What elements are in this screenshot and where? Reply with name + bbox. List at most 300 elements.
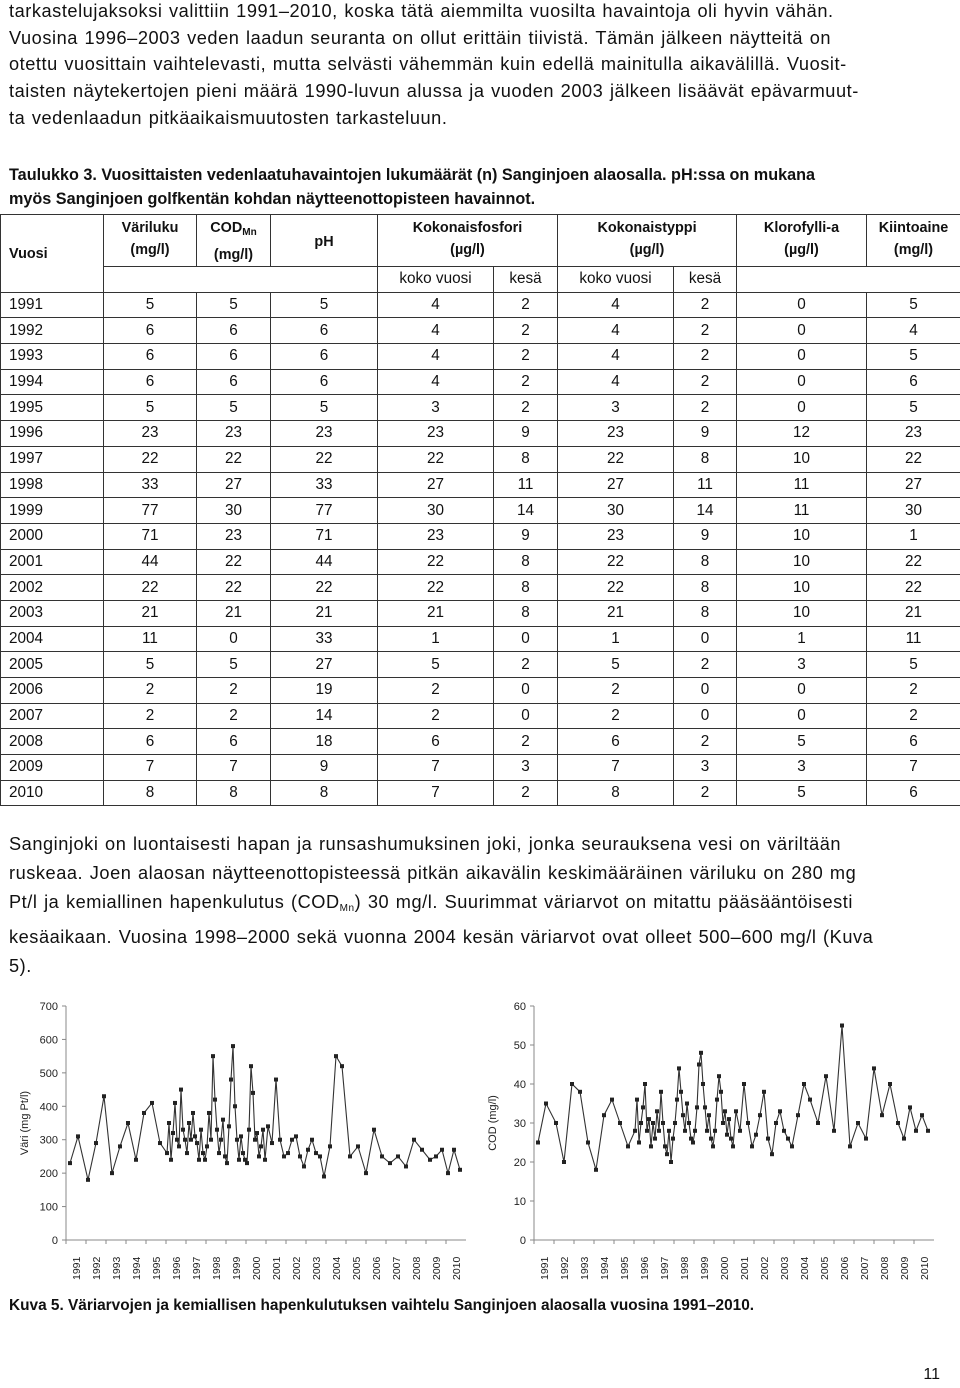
value-cell: 14 [271, 703, 378, 729]
value-cell: 1 [737, 626, 867, 652]
value-cell: 2 [674, 344, 737, 370]
data-point [434, 1154, 438, 1158]
data-point [86, 1178, 90, 1182]
data-point [699, 1051, 703, 1055]
x-tick-label: 1998 [211, 1256, 223, 1280]
x-tick-label: 1998 [679, 1256, 691, 1280]
data-point [134, 1158, 138, 1162]
data-point [586, 1141, 590, 1145]
data-point [824, 1074, 828, 1078]
data-point [657, 1129, 661, 1133]
data-point [237, 1158, 241, 1162]
data-point [679, 1090, 683, 1094]
data-point [693, 1129, 697, 1133]
data-point [211, 1054, 215, 1058]
value-cell: 2 [494, 344, 558, 370]
header-kokp-label: Kokonaisfosfori [412, 220, 523, 236]
value-cell: 6 [378, 729, 494, 755]
data-point [840, 1024, 844, 1028]
value-cell: 21 [104, 600, 197, 626]
value-cell: 9 [494, 523, 558, 549]
value-cell: 22 [867, 549, 960, 575]
value-cell: 5 [867, 292, 960, 318]
value-cell: 2 [197, 703, 271, 729]
data-point [193, 1134, 197, 1138]
x-tick-label: 1994 [599, 1256, 611, 1280]
value-cell: 4 [558, 318, 674, 344]
data-point [223, 1154, 227, 1158]
x-tick-label: 2008 [411, 1256, 423, 1280]
value-cell: 8 [674, 575, 737, 601]
value-cell: 5 [271, 292, 378, 318]
data-point [880, 1113, 884, 1117]
value-cell: 12 [737, 421, 867, 447]
data-point [278, 1138, 282, 1142]
data-point [665, 1152, 669, 1156]
data-point [328, 1144, 332, 1148]
value-cell: 9 [674, 421, 737, 447]
body-line: kesäaikaan. Vuosina 1998–2000 sekä vuonna 2004 kesän väriarvot ovat olleet 500–600 mg/l (Kuva [9, 927, 874, 947]
value-cell: 4 [378, 344, 494, 370]
value-cell: 23 [104, 421, 197, 447]
value-cell: 0 [674, 703, 737, 729]
value-cell: 6 [867, 369, 960, 395]
data-point [348, 1154, 352, 1158]
data-point [717, 1074, 721, 1078]
value-cell: 2 [494, 729, 558, 755]
value-cell: 8 [494, 600, 558, 626]
data-point [364, 1171, 368, 1175]
year-cell: 2007 [1, 703, 104, 729]
x-tick-label: 2000 [719, 1256, 731, 1280]
header-kokp-kesa: kesä [494, 267, 558, 293]
data-point [94, 1141, 98, 1145]
figure-caption: Kuva 5. Väriarvojen ja kemiallisen hapenkulutuksen vaihtelu Sanginjoen alaosalla vuosina 1991–2010. [9, 1297, 755, 1314]
data-point [68, 1161, 72, 1165]
header-kiintoaine-unit: (mg/l) [893, 242, 934, 258]
body-line: ruskeaa. Joen alaosan näytteenottopisteessä pitkän aikavälin keskimääräinen väriluku on 280 mg [9, 863, 857, 883]
value-cell: 7 [197, 755, 271, 781]
intro-line: otettu vuosittain vaihtelevasti, mutta selvästi vähemmän kuin edellä mainitulla aikavälillä. Vuosit- [9, 54, 847, 75]
data-point [645, 1129, 649, 1133]
data-point [213, 1098, 217, 1102]
y-tick-label: 100 [39, 1201, 58, 1214]
value-cell: 8 [494, 575, 558, 601]
table-row [1, 575, 960, 601]
y-tick-label: 50 [513, 1040, 526, 1052]
data-point [723, 1109, 727, 1113]
data-point [701, 1082, 705, 1086]
data-point [340, 1064, 344, 1068]
header-kokp-unit: (µg/l) [450, 242, 485, 258]
data-point [786, 1137, 790, 1141]
value-cell: 22 [378, 575, 494, 601]
data-point [318, 1154, 322, 1158]
data-point [770, 1152, 774, 1156]
value-cell: 3 [674, 755, 737, 781]
data-point [695, 1105, 699, 1109]
data-point [235, 1138, 239, 1142]
value-cell: 6 [867, 729, 960, 755]
data-point [259, 1144, 263, 1148]
table-row [1, 703, 960, 729]
x-tick-label: 2007 [859, 1256, 871, 1280]
data-point [266, 1124, 270, 1128]
value-cell: 8 [104, 780, 197, 806]
year-cell: 1995 [1, 395, 104, 421]
header-vuosi: Vuosi [1, 215, 104, 293]
table-caption-line2: myös Sanginjoen golfkentän kohdan näytteenottopisteen havainnot. [9, 190, 536, 208]
value-cell: 0 [737, 318, 867, 344]
header-kokn-kesa: kesä [674, 267, 737, 293]
data-point [404, 1164, 408, 1168]
value-cell: 27 [197, 472, 271, 498]
body-line-part: Pt/l ja kemiallinen hapenkulutus (COD [9, 892, 340, 912]
data-point [641, 1105, 645, 1109]
x-tick-label: 2009 [899, 1256, 911, 1280]
value-cell: 0 [197, 626, 271, 652]
x-tick-label: 2006 [371, 1256, 383, 1280]
header-klorofylli-label: Klorofylli-a [763, 220, 840, 236]
x-tick-label: 1997 [659, 1256, 671, 1280]
header-spacer [271, 267, 378, 293]
value-cell: 6 [104, 729, 197, 755]
value-cell: 22 [378, 549, 494, 575]
data-point [322, 1174, 326, 1178]
data-point [709, 1137, 713, 1141]
data-point [294, 1134, 298, 1138]
value-cell: 4 [378, 369, 494, 395]
header-klorofylli-unit: (µg/l) [784, 242, 819, 258]
value-cell: 21 [378, 600, 494, 626]
header-cod [197, 215, 271, 267]
data-point [697, 1063, 701, 1067]
value-cell: 22 [271, 575, 378, 601]
data-point [689, 1137, 693, 1141]
table-row [1, 626, 960, 652]
value-cell: 6 [271, 318, 378, 344]
x-tick-label: 1991 [539, 1256, 551, 1280]
data-point [227, 1124, 231, 1128]
value-cell: 5 [867, 344, 960, 370]
value-cell: 2 [674, 369, 737, 395]
table-row [1, 421, 960, 447]
data-point [848, 1144, 852, 1148]
data-point [578, 1090, 582, 1094]
value-cell: 1 [867, 523, 960, 549]
value-cell: 11 [737, 472, 867, 498]
y-tick-label: 0 [519, 1235, 526, 1247]
value-cell: 27 [558, 472, 674, 498]
data-point [651, 1121, 655, 1125]
value-cell: 21 [867, 600, 960, 626]
value-cell: 0 [737, 703, 867, 729]
x-tick-label: 2004 [331, 1256, 343, 1280]
value-cell: 27 [378, 472, 494, 498]
data-point [179, 1088, 183, 1092]
color-chart-svg [14, 996, 474, 1296]
value-cell: 23 [558, 523, 674, 549]
header-kokp-koko-vuosi: koko vuosi [378, 267, 494, 293]
data-point [205, 1144, 209, 1148]
value-cell: 19 [271, 678, 378, 704]
data-point [420, 1148, 424, 1152]
data-point [738, 1129, 742, 1133]
header-variluku [104, 215, 197, 267]
header-kiintoaine-label: Kiintoaine [878, 220, 949, 236]
data-point [440, 1148, 444, 1152]
data-point [626, 1144, 630, 1148]
value-cell: 7 [378, 780, 494, 806]
data-point [888, 1082, 892, 1086]
data-point [618, 1121, 622, 1125]
value-cell: 4 [867, 318, 960, 344]
data-point [274, 1078, 278, 1082]
data-point [635, 1098, 639, 1102]
data-point [562, 1160, 566, 1164]
value-cell: 23 [197, 523, 271, 549]
data-point [713, 1129, 717, 1133]
data-point [856, 1121, 860, 1125]
value-cell: 5 [737, 780, 867, 806]
x-tick-label: 2005 [819, 1256, 831, 1280]
value-cell: 23 [378, 421, 494, 447]
value-cell: 6 [104, 369, 197, 395]
value-cell: 8 [271, 780, 378, 806]
data-point [171, 1131, 175, 1135]
value-cell: 22 [378, 446, 494, 472]
value-cell: 0 [737, 292, 867, 318]
value-cell: 2 [494, 652, 558, 678]
value-cell: 14 [494, 498, 558, 524]
data-point [165, 1151, 169, 1155]
header-spacer [197, 267, 271, 293]
y-tick-label: 400 [39, 1101, 58, 1114]
data-point [158, 1141, 162, 1145]
data-point [673, 1121, 677, 1125]
value-cell: 30 [197, 498, 271, 524]
value-cell: 22 [104, 446, 197, 472]
header-kokn-koko-vuosi: koko vuosi [558, 267, 674, 293]
data-point [241, 1151, 245, 1155]
value-cell: 22 [558, 446, 674, 472]
data-point [181, 1128, 185, 1132]
data-point [778, 1109, 782, 1113]
x-tick-label: 1992 [559, 1256, 571, 1280]
year-cell: 2002 [1, 575, 104, 601]
value-cell: 9 [494, 421, 558, 447]
y-tick-label: 10 [513, 1196, 526, 1208]
data-point [209, 1138, 213, 1142]
data-point [118, 1144, 122, 1148]
data-point [249, 1064, 253, 1068]
value-cell: 22 [867, 575, 960, 601]
data-point [864, 1137, 868, 1141]
header-ph: pH [271, 215, 378, 267]
data-point [150, 1101, 154, 1105]
observation-count-table [0, 214, 960, 806]
value-cell: 22 [197, 446, 271, 472]
value-cell: 77 [104, 498, 197, 524]
year-cell: 1994 [1, 369, 104, 395]
value-cell: 8 [494, 549, 558, 575]
x-tick-label: 1999 [699, 1256, 711, 1280]
y-tick-label: 40 [513, 1079, 526, 1091]
header-cod-unit: (mg/l) [213, 247, 254, 263]
data-point [896, 1121, 900, 1125]
data-point [167, 1121, 171, 1125]
data-point [687, 1121, 691, 1125]
data-point [219, 1138, 223, 1142]
value-cell: 71 [104, 523, 197, 549]
value-cell: 2 [104, 678, 197, 704]
year-cell: 2010 [1, 780, 104, 806]
value-cell: 22 [197, 575, 271, 601]
data-point [681, 1113, 685, 1117]
data-point [671, 1137, 675, 1141]
data-point [199, 1128, 203, 1132]
year-cell: 1991 [1, 292, 104, 318]
value-cell: 2 [197, 678, 271, 704]
data-point [173, 1101, 177, 1105]
value-cell: 14 [674, 498, 737, 524]
value-cell: 1 [558, 626, 674, 652]
value-cell: 0 [737, 369, 867, 395]
year-cell: 1996 [1, 421, 104, 447]
data-point [270, 1141, 274, 1145]
data-point [705, 1129, 709, 1133]
data-point [675, 1098, 679, 1102]
value-cell: 2 [494, 369, 558, 395]
value-cell: 10 [737, 600, 867, 626]
data-point [290, 1138, 294, 1142]
value-cell: 8 [558, 780, 674, 806]
year-cell: 2000 [1, 523, 104, 549]
data-point [802, 1082, 806, 1086]
value-cell: 10 [737, 575, 867, 601]
table-caption [9, 163, 944, 211]
value-cell: 0 [494, 703, 558, 729]
value-cell: 33 [271, 472, 378, 498]
year-cell: 1999 [1, 498, 104, 524]
value-cell: 2 [674, 780, 737, 806]
data-point [691, 1141, 695, 1145]
year-cell: 2008 [1, 729, 104, 755]
value-cell: 2 [674, 318, 737, 344]
value-cell: 33 [104, 472, 197, 498]
value-cell: 4 [378, 292, 494, 318]
value-cell: 3 [558, 395, 674, 421]
data-point [197, 1158, 201, 1162]
data-point [225, 1161, 229, 1165]
value-cell: 5 [271, 395, 378, 421]
value-cell: 21 [558, 600, 674, 626]
data-point [76, 1134, 80, 1138]
y-tick-label: 500 [39, 1067, 58, 1080]
data-point [725, 1133, 729, 1137]
value-cell: 22 [271, 446, 378, 472]
value-cell: 7 [867, 755, 960, 781]
x-tick-label: 1997 [191, 1256, 203, 1280]
table-row [1, 369, 960, 395]
data-point [659, 1090, 663, 1094]
value-cell: 33 [271, 626, 378, 652]
data-point [207, 1111, 211, 1115]
value-cell: 5 [867, 652, 960, 678]
data-point [734, 1109, 738, 1113]
value-cell: 8 [494, 446, 558, 472]
x-tick-label: 2003 [311, 1256, 323, 1280]
table-row [1, 549, 960, 575]
year-cell: 1997 [1, 446, 104, 472]
data-point [245, 1161, 249, 1165]
data-point [647, 1117, 651, 1121]
value-cell: 11 [104, 626, 197, 652]
header-variluku-label: Väriluku [121, 220, 179, 236]
value-cell: 4 [558, 369, 674, 395]
year-cell: 1998 [1, 472, 104, 498]
body-line-part: ) 30 mg/l. Suurimmat väriarvot on mitattu pääsääntöisesti [354, 892, 853, 912]
x-tick-label: 1996 [639, 1256, 651, 1280]
value-cell: 71 [271, 523, 378, 549]
data-point [639, 1121, 643, 1125]
data-point [637, 1141, 641, 1145]
value-cell: 7 [378, 755, 494, 781]
data-point [663, 1144, 667, 1148]
y-tick-label: 60 [513, 1001, 526, 1013]
value-cell: 0 [737, 678, 867, 704]
page-number: 11 [923, 1366, 940, 1383]
data-point [314, 1151, 318, 1155]
value-cell: 6 [271, 369, 378, 395]
year-cell: 2001 [1, 549, 104, 575]
data-point [655, 1109, 659, 1113]
data-point [255, 1131, 259, 1135]
data-point [183, 1138, 187, 1142]
table-row [1, 395, 960, 421]
header-variluku-unit: (mg/l) [130, 242, 170, 258]
year-cell: 2006 [1, 678, 104, 704]
value-cell: 23 [197, 421, 271, 447]
data-point [215, 1128, 219, 1132]
value-cell: 5 [867, 395, 960, 421]
y-tick-label: 30 [513, 1118, 526, 1130]
table-caption-line1: Taulukko 3. Vuosittaisten vedenlaatuhavaintojen lukumäärät (n) Sanginjoen alaosalla. pH:ssa on mukana [9, 166, 815, 184]
value-cell: 2 [104, 703, 197, 729]
value-cell: 2 [378, 703, 494, 729]
data-point [707, 1113, 711, 1117]
data-point [782, 1129, 786, 1133]
data-point [195, 1141, 199, 1145]
data-point [191, 1111, 195, 1115]
data-point [233, 1104, 237, 1108]
data-point [217, 1151, 221, 1155]
data-point [356, 1144, 360, 1148]
value-cell: 0 [737, 344, 867, 370]
header-spacer [104, 267, 197, 293]
value-cell: 22 [197, 549, 271, 575]
y-tick-label: 300 [39, 1134, 58, 1147]
data-point [796, 1113, 800, 1117]
value-cell: 5 [737, 729, 867, 755]
value-cell: 0 [674, 678, 737, 704]
data-point [187, 1121, 191, 1125]
data-point [257, 1154, 261, 1158]
table-row [1, 652, 960, 678]
x-tick-label: 1993 [111, 1256, 123, 1280]
year-cell: 2009 [1, 755, 104, 781]
value-cell: 27 [867, 472, 960, 498]
